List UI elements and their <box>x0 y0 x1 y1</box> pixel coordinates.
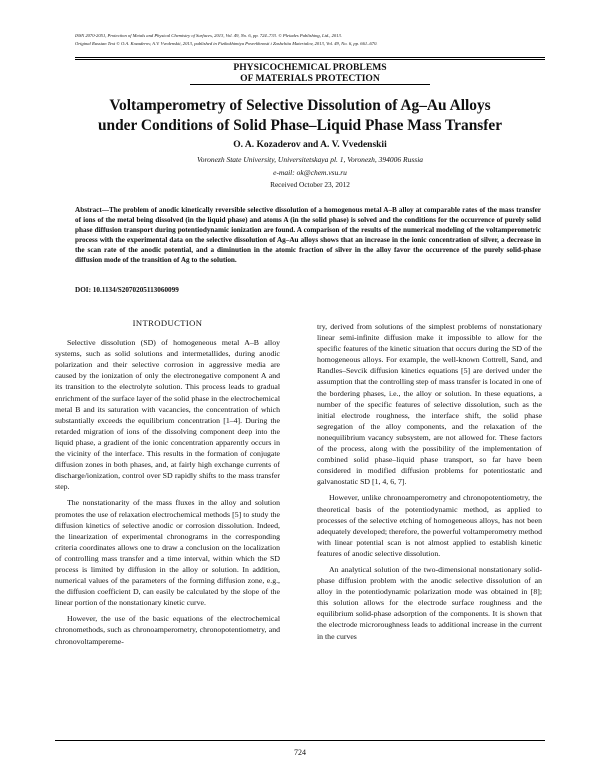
introduction-heading: INTRODUCTION <box>132 318 203 328</box>
paragraph: However, the use of the basic equations of the electrochemical chronomethods, such as chronoamperometry, chronopotentiometry, and chronovoltampereme- <box>55 614 280 646</box>
journal-header <box>75 32 545 47</box>
authors: O. A. Kozaderov and A. V. Vvedenskii <box>233 140 387 150</box>
left-column <box>55 318 280 647</box>
title-line-1: Voltamperometry of Selective Dissolution of Ag–Au Alloys <box>109 97 491 114</box>
affiliation: Voronezh State University, Universitetskaya pl. 1, Voronezh, 394006 Russia <box>196 155 424 164</box>
section-line-2: OF MATERIALS PROTECTION <box>240 73 380 84</box>
abstract <box>75 205 541 265</box>
doi: DOI: 10.1134/S2070205113060099 <box>75 286 179 294</box>
bottom-rule <box>55 740 545 741</box>
paper-title <box>60 96 540 136</box>
email: e-mail: ok@chem.vsu.ru <box>273 168 347 177</box>
paragraph: The nonstationarity of the mass fluxes in the alloy and solution promotes the use of relaxation electrochemical methods [5] to study the diffusion kinetics of selective anodic or corrosion dissolution. Indeed, the linearization of experimental chronograms in the corresponding criteria coordinates allows one to draw a conclusion on the localization of controlling mass transfer and a time interval, within which the SD process is limited by diffusion in the alloy or solution. In addition, numerical values of the parameters of the forming diffusion zone, e.g., the diffusion coefficient D, can easily be calculated by the slope of the linear portion of the nonstationary kinetic curve. <box>55 498 280 608</box>
title-line-2: under Conditions of Solid Phase–Liquid Phase Mass Transfer <box>97 117 503 134</box>
section-line-1: PHYSICOCHEMICAL PROBLEMS <box>233 62 387 73</box>
paragraph: Selective dissolution (SD) of homogeneous metal A–B alloy systems, such as solid solutions and intermetallides, during anodic polarization and their selective corrosion in aggressive media are caused by the ionization of only the electronegative component A and its transition to the electrolyte solution. This process leads to gradual enrichment of the surface layer of the solid phase in the electrochemical metal B and its saturation with vacancies, the concentration of which substantially exceeds the equilibrium concentration [1–4]. During the retarded migration of ions of the dissolving component deep into the liquid phase, a gradient of the ionic concentration apparently occurs in the vicinity of the interface. This results in the formation of conjugate diffusion zones in both phases, and, at fairly high exchange currents of discharge/ionization, control over SD rapidly shifts to the mass transfer step. <box>55 338 280 492</box>
page-number: 724 <box>294 748 306 757</box>
section-heading <box>75 62 545 84</box>
top-rule-2 <box>75 59 545 60</box>
top-rule-1 <box>75 57 545 58</box>
section-rule <box>190 84 430 85</box>
paragraph: An analytical solution of the two-dimensional nonstationary solid-phase diffusion problem with the anodic selective dissolution of an alloy in the potentiodynamic polarization mode was obtained in [8]; this solution allows for the electrode surface roughness and the equilibrium solid-phase adsorption of the components. It is shown that the electrode microroughness leads to additional increase in the current in the curves <box>317 564 542 641</box>
header-line-2: Original Russian Text © O.A. Kozaderov, A.V. Vvedenskii, 2013, published in Fizikokhimiya Poverkhnosti i Zashchita Materialov, 2013, Vol. 49, No. 6, pp. 661–670. <box>75 40 378 46</box>
paragraph: try, derived from solutions of the simplest problems of nonstationary linear semi-infinite diffusion make it impossible to allow for the specific features of the kinetic situation that occurs during the SD of the homogeneous alloys. For example, the well-known Cottrell, Sand, and Randles–Sevcik diffusion kinetics equations [5] are derived under the assumption that the controlling step of mass transfer is located in one of the bordering phases, i.e., the alloy or solution. In these equations, a number of the specific features of selective dissolution, such as the initial electrode roughness, the interface shift, the solid phase segregation of the alloy components, and the relaxation of the nonequilibrium vacancy subsystem, are not allowed for. These factors of the process, along with the possibility of the implementation of combined solid phase–liquid phase transport, so far have been considered in modified diffusion problems for potentiostatic and galvanostatic SD [1, 4, 6, 7]. <box>317 322 542 487</box>
header-line-1: ISSN 2070-2051, Protection of Metals and Physical Chemistry of Surfaces, 2013, Vol. 49, No. 6, pp. 724–733. © Pleiades Publishing, Ltd., 2013. <box>75 33 342 38</box>
received-date: Received October 23, 2012 <box>270 180 350 189</box>
right-column <box>317 321 542 642</box>
paragraph: However, unlike chronoamperometry and chronopotentiometry, the theoretical basis of the potentiodynamic method, as applied to processes of the selective etching of homogeneous alloys, has not been adequately developed; therefore, the powerful voltamperometry method with linear potential scan is not almost applied to establish kinetic features of anodic selective dissolution. <box>317 493 542 558</box>
abstract-label: Abstract <box>75 206 102 214</box>
abstract-text: —The problem of anodic kinetically reversible selective dissolution of a homogenous metal A–B alloy at comparable rates of the mass transfer of ions of the metal being dissolved (in the liquid phase) and atoms A (in the solid phase) is solved and the conditions for the occurrence of purely solid phase diffusion transport during potentiodynamic ionization are found. A comparison of the results of the numerical modeling of the voltamperometric process with the experimental data on the selective dissolution of Ag–Au alloys shows that an increase in the ionic concentration of silver, a decrease in the scan rate of the anodic potential, and a diminution in the atomic fraction of silver in the alloy favor the occurrence of the purely solid-phase diffusion mode of the transition of Ag to the solution. <box>75 206 541 264</box>
